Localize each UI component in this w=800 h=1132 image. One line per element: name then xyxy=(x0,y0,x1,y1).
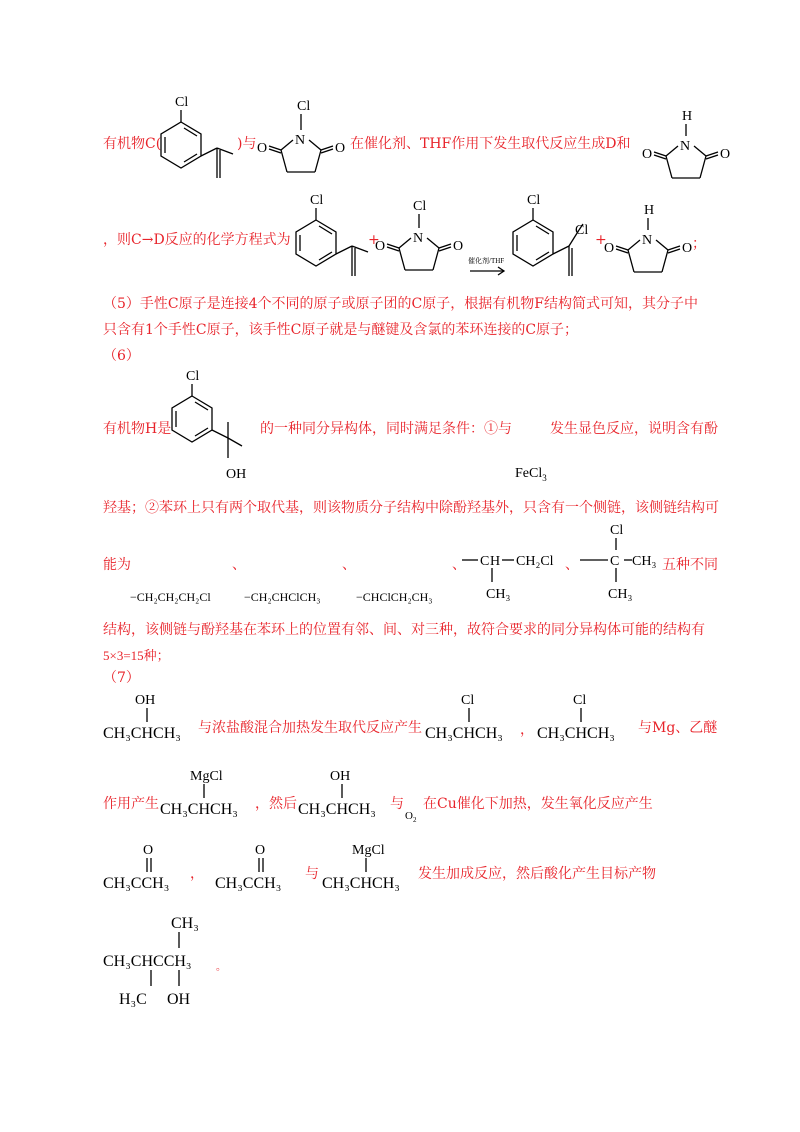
svg-text:C: C xyxy=(610,554,620,569)
line1-text-a: 有机物C( xyxy=(103,136,162,152)
svg-text:O: O xyxy=(642,147,653,162)
svg-text:Cl: Cl xyxy=(573,693,587,708)
svg-text:OH: OH xyxy=(167,991,191,1008)
section7-t3: 作用产生 xyxy=(103,796,159,812)
svg-text:MgCl: MgCl xyxy=(190,769,223,784)
compound-h-structure xyxy=(168,366,258,486)
section7-t8: 发生加成反应，然后酸化产生目标产物 xyxy=(418,866,656,882)
equation-product-1 xyxy=(505,190,605,290)
svg-text:H: H xyxy=(644,203,655,218)
section7-t2: 与Mg、乙醚 xyxy=(638,720,718,736)
svg-text:Cl: Cl xyxy=(186,369,200,384)
section6-line3-a: 能为 xyxy=(103,557,131,573)
svg-text:Cl: Cl xyxy=(461,693,475,708)
svg-text:O: O xyxy=(335,141,346,156)
sep-4: 、 xyxy=(565,557,579,573)
section6-line2: 羟基；②苯环上只有两个取代基，则该物质分子结构中除酚羟基外，只含有一个侧链，该侧链结构可 xyxy=(103,500,719,516)
plus-1: + xyxy=(368,232,380,248)
svg-text:CH₃: CH₃ xyxy=(486,587,511,602)
section5-line1: （5）手性C原子是连接4个不同的原子或原子团的C原子，根据有机物F结构简式可知，其分子中 xyxy=(103,296,698,312)
reaction-condition: 催化剂/THF xyxy=(468,257,505,265)
svg-text:OH: OH xyxy=(330,769,351,784)
svg-text:N: N xyxy=(680,139,691,154)
section6-h-a: 有机物H是 xyxy=(103,421,172,437)
svg-text:CH₃CHCH₃: CH₃CHCH₃ xyxy=(322,875,400,892)
section7-t4: ，然后 xyxy=(255,796,297,812)
fecl3-label: FeCl$_3$ xyxy=(515,466,547,483)
acetone-1 xyxy=(103,840,203,900)
section7-t5: 与 xyxy=(390,796,404,812)
isopropanol-1 xyxy=(103,690,203,750)
section7-comma-2: ， xyxy=(190,866,204,882)
section6-h-b: 的一种同分异构体，同时满足条件：①与 xyxy=(260,421,512,437)
svg-text:Cl: Cl xyxy=(527,193,541,208)
isopropanol-2 xyxy=(298,766,398,826)
svg-text:CH₃CHCH₃: CH₃CHCH₃ xyxy=(160,801,238,818)
section6-line3-end: 五种不同 xyxy=(662,557,718,573)
svg-text:CH₃CHCH₃: CH₃CHCH₃ xyxy=(103,725,181,742)
svg-text:N: N xyxy=(642,233,653,248)
svg-text:CH₃CCH₃: CH₃CCH₃ xyxy=(215,875,282,892)
svg-text:H₃C: H₃C xyxy=(119,991,147,1008)
acetone-2 xyxy=(215,840,315,900)
chain-3: −CHClCH₂CH₃ xyxy=(356,590,433,604)
svg-text:Cl: Cl xyxy=(310,193,324,208)
svg-text:CH₃CHCH₃: CH₃CHCH₃ xyxy=(298,801,376,818)
succinimide-structure xyxy=(640,106,740,196)
sep-1: 、 xyxy=(232,557,246,573)
section7-t6: 在Cu催化下加热，发生氧化反应产生 xyxy=(423,796,653,812)
svg-text:H: H xyxy=(490,554,501,569)
line2-end: ； xyxy=(692,236,706,252)
svg-text:O: O xyxy=(720,147,731,162)
svg-text:N: N xyxy=(295,133,306,148)
equation-reactant-1 xyxy=(290,190,380,290)
chain-4-structure xyxy=(462,548,572,604)
compound-c-structure xyxy=(155,92,245,192)
svg-text:O: O xyxy=(682,241,693,256)
chain-2: −CH₂CHClCH₃ xyxy=(244,590,321,604)
svg-text:CH₃: CH₃ xyxy=(632,554,657,569)
section6-h-c: 发生显色反应，说明含有酚 xyxy=(550,421,718,437)
section7-label: （7） xyxy=(103,670,140,686)
grignard-1 xyxy=(160,766,260,826)
svg-text:OH: OH xyxy=(135,693,156,708)
section5-line2: 只含有1个手性C原子，该手性C原子就是与醚键及含氯的苯环连接的C原子； xyxy=(103,322,579,338)
svg-text:Cl: Cl xyxy=(575,223,589,238)
chloropropane-2 xyxy=(537,690,637,750)
chlorine-label: Cl xyxy=(175,95,189,110)
section7-t1: 与浓盐酸混合加热发生取代反应产生 xyxy=(198,720,422,736)
svg-text:Cl: Cl xyxy=(610,523,624,538)
svg-text:CH₃CCH₃: CH₃CCH₃ xyxy=(103,875,170,892)
chloropropane-1 xyxy=(425,690,525,750)
ncs-structure xyxy=(255,96,355,196)
svg-text:O: O xyxy=(143,843,154,858)
svg-text:O: O xyxy=(375,239,386,254)
plus-2: + xyxy=(595,232,607,248)
chain-5-structure xyxy=(580,520,670,606)
sep-3: 、 xyxy=(452,557,466,573)
svg-text:CH₃: CH₃ xyxy=(608,587,633,602)
svg-text:C: C xyxy=(480,554,490,569)
equation-reactant-2 xyxy=(375,196,475,286)
equation-product-2 xyxy=(604,200,704,290)
line1-text-b: )与 xyxy=(237,136,257,152)
svg-text:H: H xyxy=(682,109,693,124)
sep-2: 、 xyxy=(342,557,356,573)
target-product xyxy=(103,912,233,1012)
svg-text:OH: OH xyxy=(226,467,247,482)
line2-text: ，则C→D反应的化学方程式为 xyxy=(103,232,291,248)
grignard-2 xyxy=(322,840,422,900)
svg-text:O: O xyxy=(604,241,615,256)
svg-text:CH₃CHCCH₃: CH₃CHCCH₃ xyxy=(103,953,192,970)
section6-line4: 结构，该侧链与酚羟基在苯环上的位置有邻、间、对三种，故符合要求的同分异构体可能的结构有 xyxy=(103,622,705,638)
reaction-arrow xyxy=(470,266,510,276)
svg-text:MgCl: MgCl xyxy=(352,843,385,858)
svg-text:CH₃: CH₃ xyxy=(171,915,199,932)
svg-text:Cl: Cl xyxy=(413,199,427,214)
section6-label: （6） xyxy=(103,348,140,364)
svg-text:CH₃CHCH₃: CH₃CHCH₃ xyxy=(537,725,615,742)
svg-text:O: O xyxy=(255,843,266,858)
chain-1: −CH₂CH₂CH₂Cl xyxy=(130,590,211,604)
section6-line5: 5×3=15种； xyxy=(103,648,170,663)
svg-text:Cl: Cl xyxy=(297,99,311,114)
o2-label: $O_2$ xyxy=(405,810,417,825)
section7-t7: 与 xyxy=(305,866,319,882)
section7-end: 。 xyxy=(216,962,226,973)
section7-comma-1: ， xyxy=(520,722,534,738)
svg-text:O: O xyxy=(257,141,268,156)
svg-text:N: N xyxy=(413,231,424,246)
line1-text-c: 在催化剂、THF作用下发生取代反应生成D和 xyxy=(350,136,631,152)
svg-text:CH₃CHCH₃: CH₃CHCH₃ xyxy=(425,725,503,742)
svg-text:CH₂Cl: CH₂Cl xyxy=(516,554,554,569)
svg-text:O: O xyxy=(453,239,464,254)
